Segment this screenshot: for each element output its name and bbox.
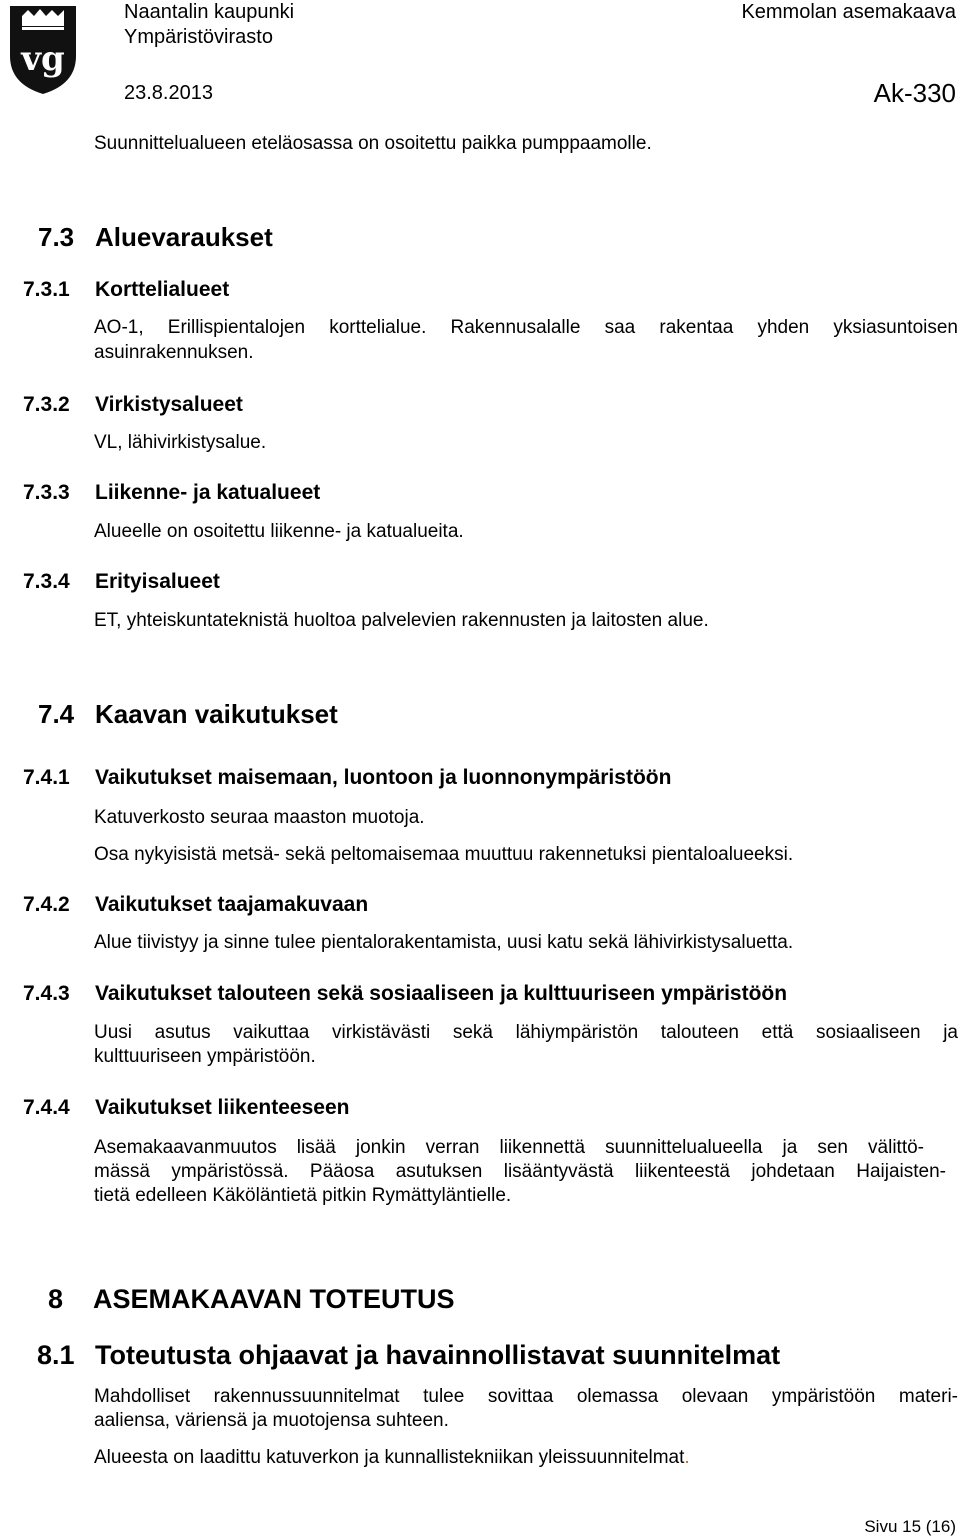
section-number: 8.1 [37,1340,75,1370]
page-number: Sivu 15 (16) [864,1517,956,1536]
body-line: kulttuuriseen ympäristöön. [94,1046,316,1067]
crest-letters: vg [21,39,65,79]
subsection-heading: Vaikutukset talouteen sekä sosiaaliseen ja kulttuuriseen ympäristöön [95,982,788,1005]
section-heading: Kaavan vaikutukset [95,699,338,729]
section-number: 7.3 [38,222,75,252]
body-line: ET, yhteiskuntateknistä huoltoa palvelevien rakennusten ja laitosten alue. [94,610,709,631]
department-name: Ympäristövirasto [124,26,273,48]
section-heading: Toteutusta ohjaavat ja havainnollistavat suunnitelmat [95,1340,781,1370]
body-line: AO-1, Erillispientalojen korttelialue. Rakennusalalle saa rakentaa yhden yksiasuntoisen [94,317,958,338]
municipality-name: Naantalin kaupunki [124,1,295,23]
body-line: tietä edelleen Käköläntietä pitkin Rymättyläntielle. [94,1185,512,1206]
body-line: Uusi asutus vaikuttaa virkistävästi sekä lähiympäristön talouteen että sosiaaliseen ja [94,1022,958,1043]
subsection-heading: Vaikutukset taajamakuvaan [95,893,369,916]
subsection-heading: Vaikutukset liikenteeseen [95,1096,350,1119]
subsection-number: 7.3.4 [23,570,70,593]
subsection-heading: Liikenne- ja katualueet [95,481,321,504]
subsection-heading: Korttelialueet [95,278,230,301]
subsection-heading: Virkistysalueet [95,393,243,416]
subsection-number: 7.4.1 [23,766,70,789]
subsection-number: 7.3.3 [23,481,70,504]
subsection-number: 7.3.1 [23,278,70,301]
intro-paragraph: Suunnittelualueen eteläosassa on osoitettu paikka pumppaamolle. [94,133,652,154]
chapter-heading: ASEMAKAAVAN TOTEUTUS [93,1284,455,1314]
section-number: 7.4 [38,699,75,729]
body-line: Katuverkosto seuraa maaston muotoja. [94,807,425,828]
body-line-final [94,1446,690,1470]
subsection-heading: Vaikutukset maisemaan, luontoon ja luonnonympäristöön [95,766,672,789]
body-line: mässä ympäristössä. Pääosa asutuksen lisääntyvästä liikenteestä johdetaan Haijaisten- [94,1161,946,1182]
body-line: Alue tiivistyy ja sinne tulee pientalorakentamista, uusi katu sekä lähivirkistysaluetta. [94,932,794,953]
plan-code: Ak-330 [873,78,956,108]
body-line: aaliensa, väriensä ja muotojensa suhteen. [94,1410,449,1431]
chapter-number: 8 [48,1284,64,1314]
subsection-number: 7.4.4 [23,1096,70,1119]
subsection-number: 7.4.3 [23,982,70,1005]
subsection-number: 7.4.2 [23,893,70,916]
body-line: Alueelle on osoitettu liikenne- ja katualueita. [94,521,464,542]
document-date: 23.8.2013 [124,82,213,104]
subsection-number: 7.3.2 [23,393,70,416]
body-line: asuinrakennuksen. [94,342,254,363]
section-heading: Aluevaraukset [95,222,273,252]
body-line: VL, lähivirkistysalue. [94,432,267,453]
trailing-period: . [684,1447,690,1468]
body-line: Mahdolliset rakennussuunnitelmat tulee sovittaa olemassa olevaan ympäristöön materi- [94,1386,958,1407]
subsection-heading: Erityisalueet [95,570,220,593]
body-line: Osa nykyisistä metsä- sekä peltomaisemaa muuttuu rakennetuksi pientaloalueeksi. [94,844,794,865]
naantali-crest-icon [4,4,82,96]
body-line-text: Alueesta on laadittu katuverkon ja kunnallistekniikan yleissuunnitelmat [94,1447,685,1468]
plan-name: Kemmolan asemakaava [741,1,956,23]
body-line: Asemakaavanmuutos lisää jonkin verran liikennettä suunnittelualueella ja sen välittö- [94,1137,924,1158]
